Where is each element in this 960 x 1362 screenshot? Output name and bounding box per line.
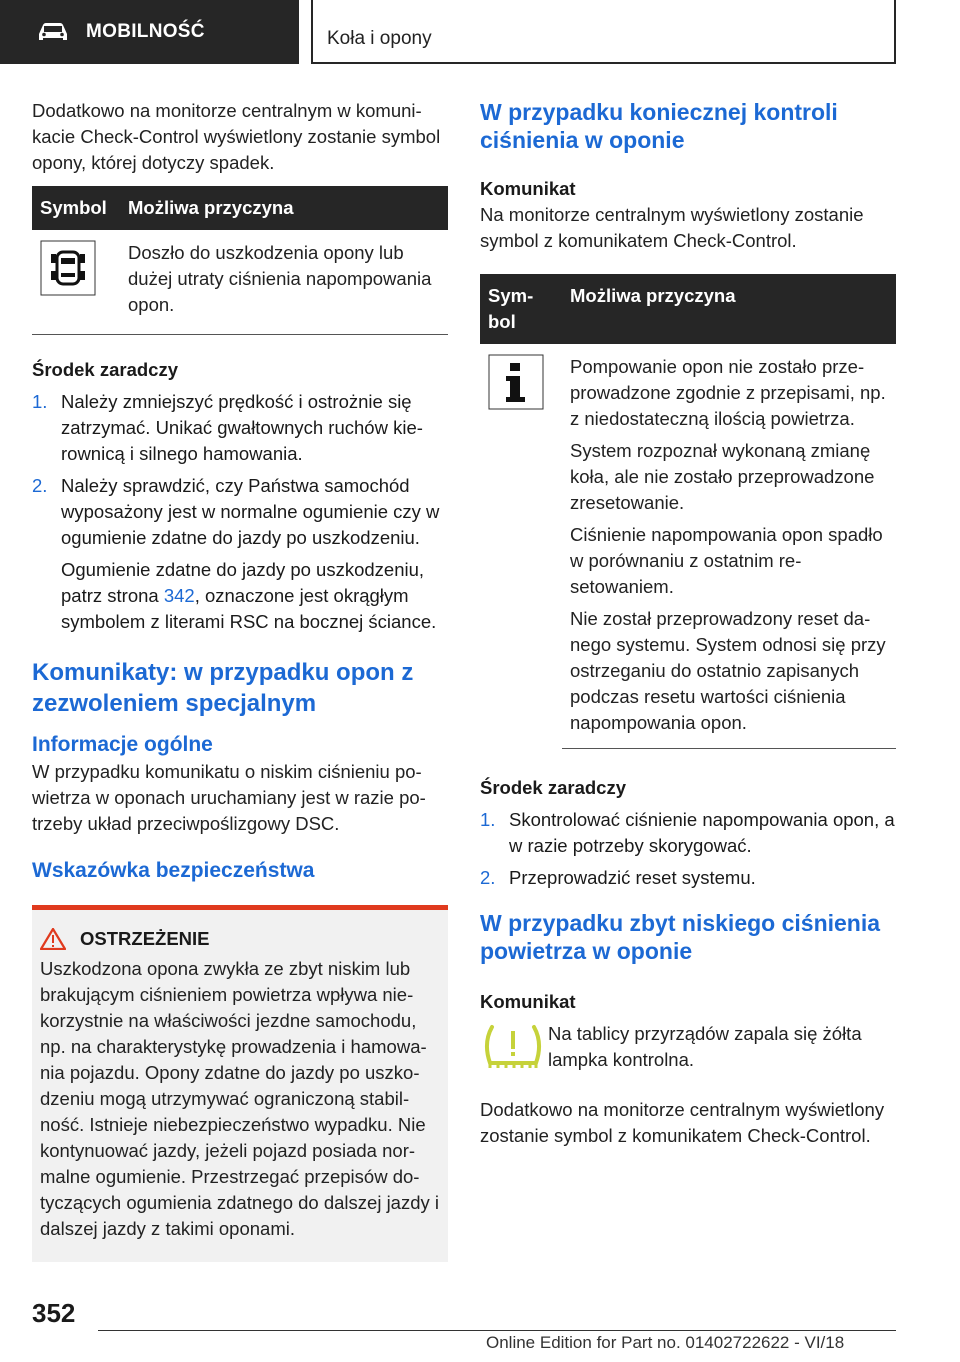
section-label: MOBILNOŚĆ bbox=[86, 21, 205, 42]
page-link[interactable]: 342 bbox=[163, 585, 195, 606]
cause-text: Nie został przeprowadzony reset danego systemu. System odnosi się przy ostrzeganiu do ostatnio zapisanych podczas resetu wartości ciśnienia napompowania opon. bbox=[570, 608, 886, 733]
right-column bbox=[480, 98, 896, 1149]
step2-extra-text-end: , oznaczone jest okrągłym symbolem z literami RSC na bocznej ściance. bbox=[61, 585, 437, 632]
heading-messages: Komunikaty: w przypadku opon z zezwoleniem specjalnym bbox=[32, 659, 414, 717]
step-number: 2. bbox=[32, 475, 48, 496]
table-cell-causes bbox=[562, 344, 896, 744]
warning-title-row bbox=[40, 928, 440, 950]
step-number: 1. bbox=[480, 809, 496, 830]
lamp-row bbox=[480, 1021, 896, 1077]
step-text: Należy sprawdzić, czy Państwa samochód wyposażony jest w normalne ogumienie czy w ogumienie zdatne do jazdy po uszkodzeniu. bbox=[61, 475, 440, 548]
chapter-title: Koła i opony bbox=[311, 0, 896, 64]
table-cell-cause: Doszło do uszkodzenia opony lub dużej utraty ciśnienia napompowania opon. bbox=[128, 242, 432, 315]
message-title: Komunikat bbox=[480, 178, 576, 199]
section-tab bbox=[0, 0, 299, 64]
message-title-2: Komunikat bbox=[480, 991, 576, 1012]
message-text: Na monitorze centralnym wyświetlony zostanie symbol z komunikatem Check-Control. bbox=[480, 204, 864, 251]
table-header-cause: Możliwa przyczyna bbox=[562, 274, 896, 344]
warning-title: OSTRZEŻENIE bbox=[80, 928, 210, 949]
heading-general: Informacje ogólne bbox=[32, 733, 213, 756]
list-item bbox=[480, 807, 896, 859]
table-header-symbol: Symbol bbox=[32, 186, 120, 230]
warning-text: Uszkodzona opona zwykła ze zbyt niskim lub brakującym ciśnieniem powietrza wpływa niekorzystnie na właściwości jezdne samochodu, np. na charakterystykę prowadzenia i hamowania pojazdu. Opony zdatne do jazdy po uszkodzeniu mogą utrzymywać ograniczoną stabilność. Istnieje niebezpieczeństwo wypadku. Nie kontynuować jazdy, jeżeli pojazd posiada normalne ogumienie. Przestrzegać przepisów dotyczących ogumienia zdatnego do dalszej jazdy i dalszej jazdy z takimi oponami. bbox=[40, 958, 440, 1239]
symbol-table bbox=[32, 186, 448, 335]
table-row bbox=[32, 230, 448, 335]
edition-text: Online Edition for Part no. 01402722622 - VI/18 bbox=[486, 1333, 845, 1352]
page-number: 352 bbox=[32, 1298, 76, 1328]
list-item bbox=[32, 389, 448, 467]
heading-check: W przypadku koniecznej kontroli ciśnienia w oponie bbox=[480, 99, 838, 153]
remedy-steps bbox=[32, 389, 448, 551]
step-number: 2. bbox=[480, 867, 496, 888]
cause-text: Ciśnienie napompowania opon spadło w porównaniu z ostatnim resetowaniem. bbox=[570, 524, 883, 597]
cause-table bbox=[480, 274, 896, 744]
table-row bbox=[480, 344, 896, 744]
warning-triangle-icon bbox=[40, 928, 66, 950]
intro-text: Dodatkowo na monitorze centralnym w komunikacie Check-Control wyświetlony zostanie symbol opony, której dotyczy spadek. bbox=[32, 100, 441, 173]
step-text: Skontrolować ciśnienie napompowania opon, a w razie potrzeby skorygować. bbox=[509, 809, 895, 856]
heading-low-pressure: W przypadku zbyt niskiego ciśnienia powietrza w oponie bbox=[480, 910, 881, 964]
left-column bbox=[32, 98, 448, 1262]
cause-text: System rozpoznał wykonaną zmianę koła, ale nie zostało przeprowadzone zresetowanie. bbox=[570, 440, 875, 513]
warning-box bbox=[32, 905, 448, 1262]
remedy-title: Środek zaradczy bbox=[32, 359, 179, 380]
remedy-title: Środek zaradczy bbox=[480, 777, 627, 798]
footer-divider bbox=[98, 1330, 896, 1331]
table-divider bbox=[562, 748, 896, 749]
remedy-steps bbox=[480, 807, 896, 891]
car-icon bbox=[36, 21, 70, 43]
step2-extra-text: Ogumienie zdatne do jazdy po uszkodzeniu, patrz strona bbox=[61, 559, 425, 606]
table-header-cause: Możliwa przyczyna bbox=[120, 186, 448, 230]
step-number: 1. bbox=[32, 391, 48, 412]
final-text: Dodatkowo na monitorze centralnym wyświetlony zostanie symbol z komunikatem Check-Control. bbox=[480, 1099, 885, 1146]
table-header-symbol: Symbol bbox=[480, 274, 562, 344]
heading-safety: Wskazówka bezpieczeństwa bbox=[32, 859, 315, 882]
list-item bbox=[480, 865, 896, 891]
list-item bbox=[32, 473, 448, 551]
info-icon bbox=[488, 354, 544, 410]
tire-pressure-warning-icon bbox=[480, 1021, 546, 1077]
general-text: W przypadku komunikatu o niskim ciśnieniu powietrza w oponach uruchamiany jest w razie potrzeby układ przeciwpoślizgowy DSC. bbox=[32, 761, 426, 834]
lamp-text: Na tablicy przyrządów zapala się żółta lampka kontrolna. bbox=[548, 1023, 862, 1070]
step-text: Przeprowadzić reset systemu. bbox=[509, 867, 756, 888]
cause-text: Pompowanie opon nie zostało przeprowadzone zgodnie z przepisami, np. z niedostateczną ilością powietrza. bbox=[570, 356, 886, 429]
step-text: Należy zmniejszyć prędkość i ostrożnie się zatrzymać. Unikać gwałtownych ruchów kierownicą i silnego hamowania. bbox=[61, 391, 423, 464]
tire-damage-icon bbox=[40, 240, 96, 296]
step2-extra bbox=[61, 557, 448, 635]
